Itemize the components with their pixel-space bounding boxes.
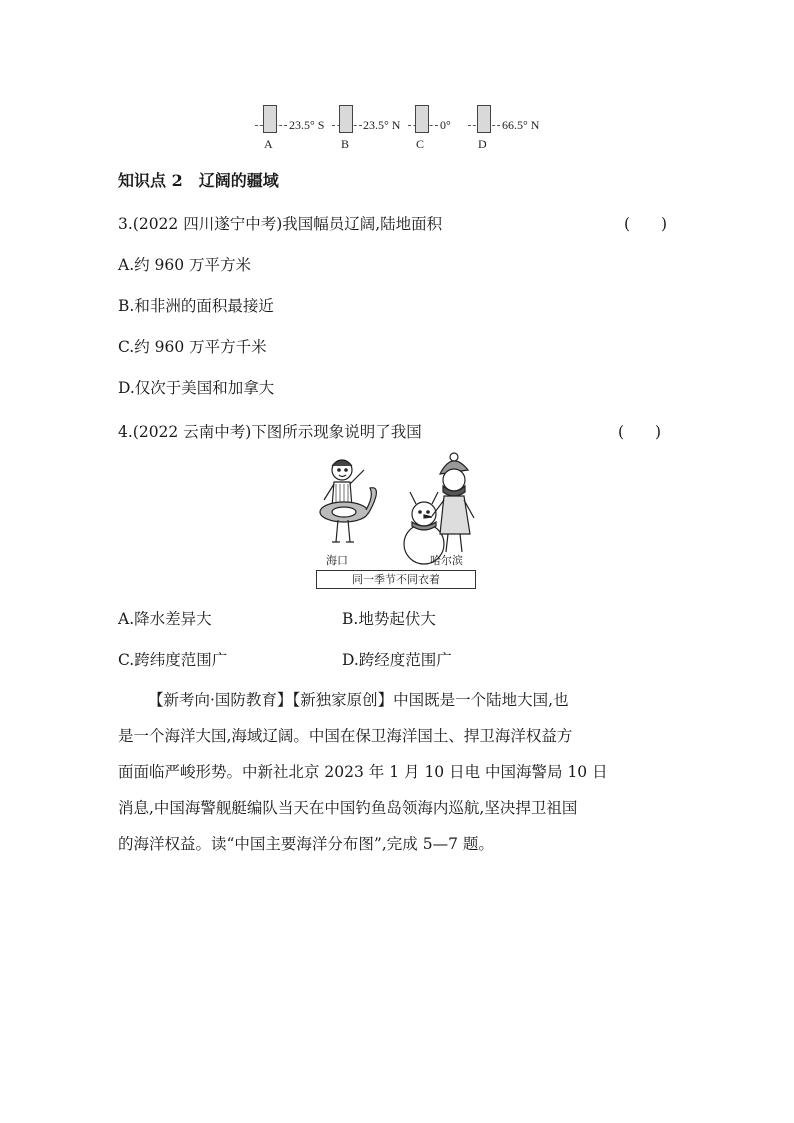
latitude-letter-b: B [341,137,350,151]
latitude-figure [250,100,550,155]
latitude-value-b: 23.5° N [363,118,401,132]
question-3-option-a: A.约 960 万平方米 [118,256,252,274]
latitude-value-c: 0° [440,118,451,132]
question-3-stem: 3.(2022 四川遂宁中考)我国幅员辽阔,陆地面积 [118,215,443,233]
question-4-option-a: A.降水差异大 [118,610,212,628]
passage-line-3: 面面临严峻形势。中新社北京 2023 年 1 月 10 日电 中国海警局 10 日 [118,763,608,781]
reading-passage [118,682,678,862]
question-3-option-d: D.仅次于美国和加拿大 [118,379,275,397]
latitude-marker-rect [263,105,277,133]
latitude-marker-rect [477,105,491,133]
question-3-option-b: B.和非洲的面积最接近 [118,297,274,315]
question-4-option-d: D.跨经度范围广 [342,651,452,669]
question-4-stem: 4.(2022 云南中考)下图所示现象说明了我国 [118,423,422,441]
question-4-option-b: B.地势起伏大 [342,610,436,628]
latitude-letter-d: D [478,137,487,151]
city-label-harbin: 哈尔滨 [430,554,463,567]
city-label-haikou: 海口 [326,554,348,567]
latitude-letter-a: A [264,137,273,151]
passage-line-4: 消息,中国海警舰艇编队当天在中国钓鱼岛领海内巡航,坚决捍卫祖国 [118,799,578,817]
latitude-value-d: 66.5° N [502,118,540,132]
question-3-answer-paren: ( ) [624,215,668,233]
latitude-letter-c: C [416,137,425,151]
latitude-marker-rect [415,105,429,133]
question-4-option-c: C.跨纬度范围广 [118,651,228,669]
clothing-comparison-figure [312,452,480,590]
figure-caption: 同一季节不同衣着 [316,570,476,589]
passage-line-2: 是一个海洋大国,海域辽阔。中国在保卫海洋国土、捍卫海洋权益方 [118,727,573,745]
question-3-option-c: C.约 960 万平方千米 [118,338,267,356]
section-heading: 知识点 2 辽阔的疆域 [118,171,279,190]
question-4-answer-paren: ( ) [618,423,662,441]
summer-child-illustration [320,460,376,542]
latitude-marker-rect [339,105,353,133]
passage-line-5: 的海洋权益。读“中国主要海洋分布图”,完成 5—7 题。 [118,835,494,853]
latitude-value-a: 23.5° S [289,118,325,132]
passage-line-1: 【新考向·国防教育】【新独家原创】中国既是一个陆地大国,也 [148,691,569,709]
